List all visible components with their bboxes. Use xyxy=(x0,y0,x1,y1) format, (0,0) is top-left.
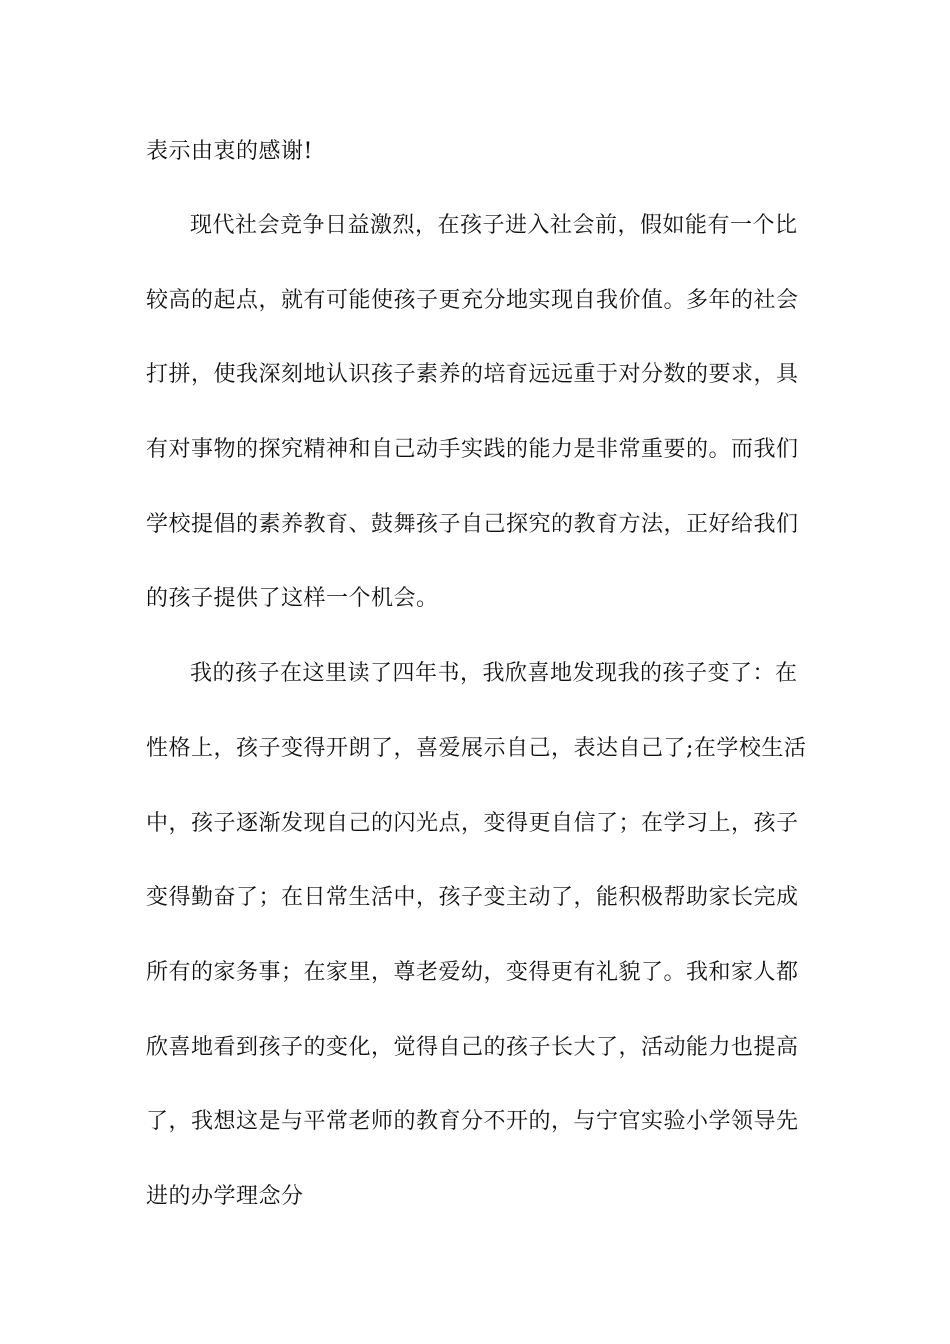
text-line: 所有的家务事；在家里，尊老爱幼，变得更有礼貌了。我和家人都 xyxy=(146,960,799,985)
paragraph-first-line: 现代社会竞争日益激烈，在孩子进入社会前，假如能有一个比 xyxy=(190,213,798,238)
text-line: 性格上，孩子变得开朗了，喜爱展示自己，表达自己了;在学校生活 xyxy=(146,736,807,761)
text-line: 欣喜地看到孩子的变化，觉得自己的孩子长大了，活动能力也提高 xyxy=(146,1035,799,1060)
text-line: 学校提倡的素养教育、鼓舞孩子自己探究的教育方法，正好给我们 xyxy=(146,512,799,537)
text-line: 表示由衷的感谢! xyxy=(146,139,313,164)
text-line: 变得勤奋了；在日常生活中，孩子变主动了，能积极帮助家长完成 xyxy=(146,885,799,910)
text-line: 进的办学理念分 xyxy=(146,1184,304,1209)
text-line: 了，我想这是与平常老师的教育分不开的，与宁官实验小学领导先 xyxy=(146,1109,799,1134)
text-line: 的孩子提供了这样一个机会。 xyxy=(146,586,439,611)
paragraph-first-line: 我的孩子在这里读了四年书，我欣喜地发现我的孩子变了：在 xyxy=(190,661,798,686)
text-line: 中，孩子逐渐发现自己的闪光点，变得更自信了；在学习上，孩子 xyxy=(146,811,799,836)
text-line: 较高的起点，就有可能使孩子更充分地实现自我价值。多年的社会 xyxy=(146,288,799,313)
text-line: 有对事物的探究精神和自己动手实践的能力是非常重要的。而我们 xyxy=(146,437,799,462)
text-line: 打拼，使我深刻地认识孩子素养的培育远远重于对分数的要求，具 xyxy=(146,362,799,387)
